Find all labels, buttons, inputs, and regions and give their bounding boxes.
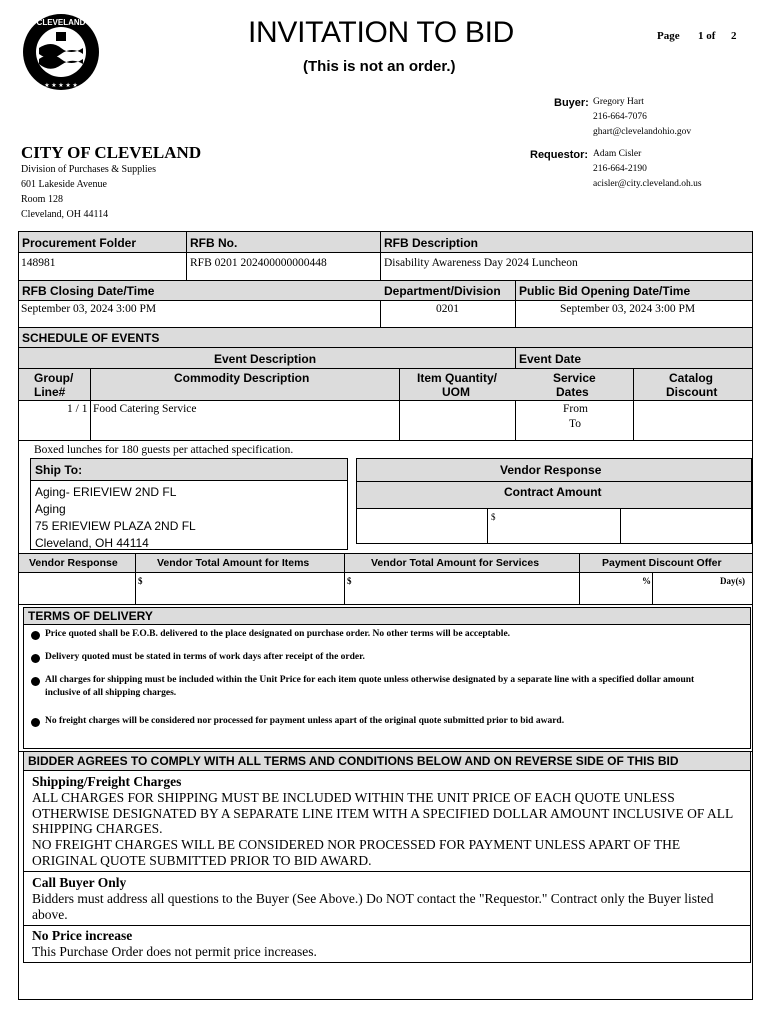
svg-text:CLEVELAND: CLEVELAND: [36, 18, 86, 27]
discount-percent-input[interactable]: [581, 574, 639, 602]
price-increase-text: This Purchase Order does not permit price increases.: [32, 944, 317, 959]
event-description-label: Event Description: [214, 352, 317, 366]
total-services-label: Vendor Total Amount for Services: [371, 557, 540, 569]
closing-date-label: RFB Closing Date/Time: [22, 284, 155, 298]
term-item-2: Delivery quoted must be stated in terms of work days after receipt of the order.: [45, 652, 365, 662]
buyer-phone: 216-664-7076: [593, 112, 647, 122]
procurement-folder-label: Procurement Folder: [22, 236, 137, 250]
vendor-response-title: Vendor Response: [500, 463, 602, 477]
bid-opening-value: September 03, 2024 3:00 PM: [560, 303, 696, 315]
department-value: 0201: [436, 303, 459, 315]
term-item-1: Price quoted shall be F.O.B. delivered to the place designated on purchase order. No other terms will be acceptable.: [45, 629, 511, 639]
bullet-icon: [31, 631, 40, 640]
service-to: To: [569, 418, 581, 430]
requestor-email[interactable]: acisler@city.cleveland.oh.us: [593, 179, 702, 189]
call-buyer-text: Bidders must address all questions to the Buyer (See Above.) Do NOT contact the "Requestor." Contract only the Buyer listed above.: [32, 891, 714, 922]
shipping-text-2: NO FREIGHT CHARGES WILL BE CONSIDERED NOR PROCESSED FOR PAYMENT UNLESS APART OF THE ORIGINAL QUOTE SUBMITTED PRIOR TO BID AWARD.: [32, 837, 681, 868]
buyer-label: Buyer:: [554, 97, 589, 109]
term-item-3: All charges for shipping must be included within the Unit Price for each item quote unless otherwise designated by a separate line with a specified dollar amount inclusive of all shipping charges.: [45, 675, 695, 698]
ship-to-label: Ship To:: [35, 463, 83, 477]
price-increase-heading: No Price increase: [32, 928, 133, 943]
col-commodity: Commodity Description: [174, 371, 310, 385]
contract-amount-dollar: $: [491, 512, 496, 522]
contract-amount-label: Contract Amount: [504, 485, 602, 499]
buyer-name: Gregory Hart: [593, 97, 644, 107]
bullet-icon: [31, 718, 40, 727]
rfb-no-value: RFB 0201 202400000000448: [190, 257, 327, 269]
col-dates: Dates: [556, 385, 589, 399]
col-uom: UOM: [442, 385, 470, 399]
event-date-label: Event Date: [519, 352, 582, 366]
org-name: CITY OF CLEVELAND: [21, 143, 202, 162]
col-discount: Discount: [666, 385, 718, 399]
agree-title: BIDDER AGREES TO COMPLY WITH ALL TERMS AND CONDITIONS BELOW AND ON REVERSE SIDE OF THIS BID: [28, 754, 679, 768]
rfb-description-label: RFB Description: [384, 236, 479, 250]
item-note: Boxed lunches for 180 guests per attached specification.: [34, 444, 294, 456]
shipping-text: ALL CHARGES FOR SHIPPING MUST BE INCLUDED WITHIN THE UNIT PRICE OF EACH QUOTE UNLESS OTHERWISE DESIGNATED BY A SEPARATE LINE ITEM WITH A SPECIFIED DOLLAR AMOUNT INCLUSIVE OF ALL SHIPPING CHARGES.: [32, 790, 733, 836]
col-line: Line#: [34, 385, 66, 399]
term-item-4: No freight charges will be considered nor processed for payment unless apart of the original quote submitted prior to bid award.: [45, 716, 565, 726]
page-title: INVITATION TO BID: [248, 16, 515, 49]
page-label: Page: [657, 30, 680, 42]
discount-days-input[interactable]: [654, 574, 718, 602]
shipping-heading: Shipping/Freight Charges: [32, 774, 182, 789]
total-items-label: Vendor Total Amount for Items: [157, 557, 310, 569]
total-items-input[interactable]: [146, 574, 342, 602]
ship-to-line-1: Aging- ERIEVIEW 2ND FL: [35, 485, 177, 499]
department-label: Department/Division: [384, 284, 501, 298]
requestor-phone: 216-664-2190: [593, 164, 647, 174]
bid-opening-label: Public Bid Opening Date/Time: [519, 284, 691, 298]
terms-title: TERMS OF DELIVERY: [28, 609, 153, 623]
svg-text:★ ★ ★ ★ ★: ★ ★ ★ ★ ★: [44, 83, 78, 89]
bullet-icon: [31, 654, 40, 663]
total-items-dollar: $: [138, 576, 143, 586]
total-services-input[interactable]: [355, 574, 577, 602]
rfb-no-label: RFB No.: [190, 236, 238, 250]
discount-percent: %: [642, 576, 651, 586]
ship-to-line-2: Aging: [35, 502, 66, 516]
contract-amount-input[interactable]: [498, 510, 618, 542]
payment-discount-label: Payment Discount Offer: [602, 557, 722, 569]
service-from: From: [563, 403, 588, 415]
call-buyer-heading: Call Buyer Only: [32, 875, 127, 890]
col-group: Group/: [34, 371, 74, 385]
org-room: Room 128: [21, 194, 63, 205]
col-catalog: Catalog: [669, 371, 714, 385]
col-quantity: Item Quantity/: [417, 371, 498, 385]
city-seal-logo: [19, 12, 103, 92]
org-street: 601 Lakeside Avenue: [21, 179, 107, 190]
item-line-number: 1 / 1: [67, 403, 88, 415]
total-services-dollar: $: [347, 576, 352, 586]
vendor-response-input[interactable]: [20, 574, 133, 602]
discount-days: Day(s): [720, 576, 745, 586]
closing-date-value: September 03, 2024 3:00 PM: [21, 303, 157, 315]
buyer-email[interactable]: ghart@clevelandohio.gov: [593, 127, 692, 137]
requestor-label: Requestor:: [530, 149, 589, 161]
rfb-description-value: Disability Awareness Day 2024 Luncheon: [384, 257, 578, 269]
col-service: Service: [553, 371, 596, 385]
procurement-folder-value: 148981: [21, 257, 56, 269]
org-division: Division of Purchases & Supplies: [21, 164, 156, 175]
schedule-title: SCHEDULE OF EVENTS: [22, 331, 160, 345]
bullet-icon: [31, 677, 40, 686]
page-subtitle: (This is not an order.): [303, 58, 456, 75]
page-total: 2: [731, 30, 737, 42]
org-city: Cleveland, OH 44114: [21, 209, 109, 220]
ship-to-line-4: Cleveland, OH 44114: [35, 536, 149, 550]
item-description: Food Catering Service: [93, 403, 197, 415]
page-number: 1 of: [698, 30, 716, 42]
totals-vendor-response-label: Vendor Response: [29, 557, 118, 569]
ship-to-line-3: 75 ERIEVIEW PLAZA 2ND FL: [35, 519, 196, 533]
requestor-name: Adam Cisler: [593, 149, 642, 159]
